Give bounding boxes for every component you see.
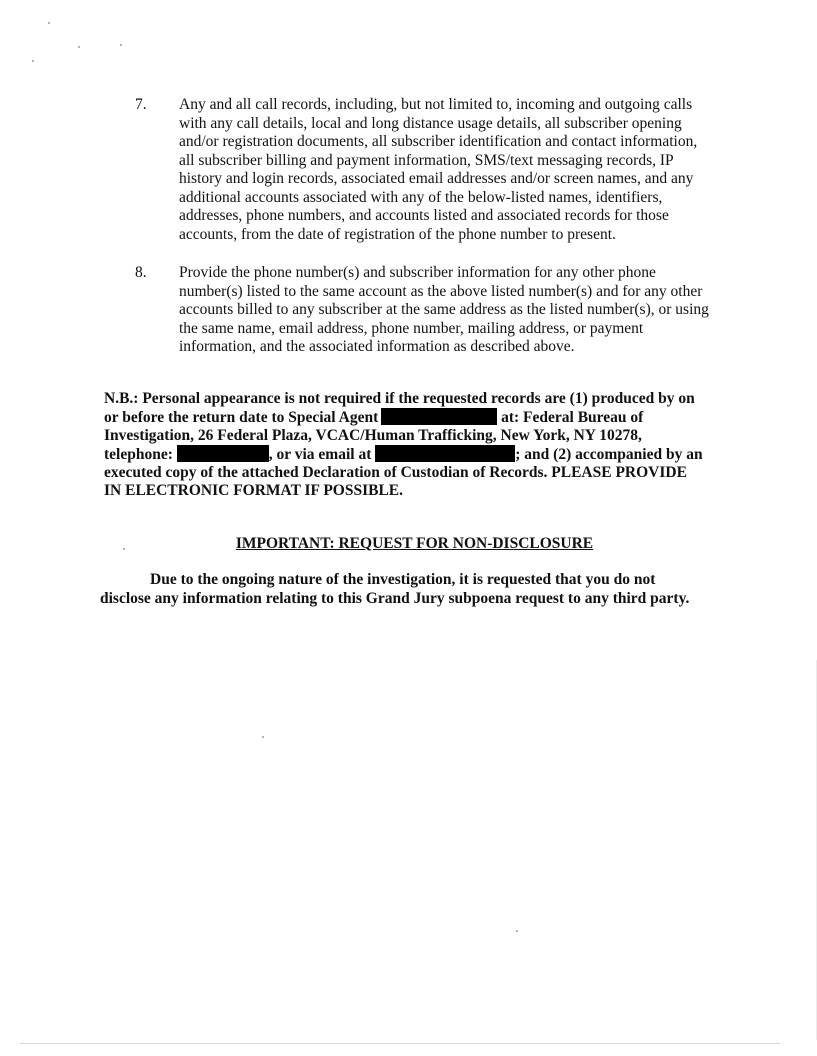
- item-line: additional accounts associated with any of the below-listed names, identifiers,: [179, 188, 663, 206]
- appearance-notice: [104, 390, 729, 500]
- scan-speck: [32, 60, 34, 62]
- item-text: [179, 264, 735, 357]
- scan-speck: [78, 46, 80, 48]
- redaction-agent-name: [381, 408, 497, 425]
- paragraph-line: Due to the ongoing nature of the investigation, it is requested that you do not: [150, 571, 656, 588]
- notice-text: at: Federal Bureau of: [501, 409, 644, 426]
- item-line: Any and all call records, including, but not limited to, incoming and outgoing calls: [179, 96, 693, 113]
- notice-line: IN ELECTRONIC FORMAT IF POSSIBLE.: [104, 482, 404, 499]
- item-line: accounts, from the date of registration of the phone number to present.: [179, 225, 616, 243]
- notice-text: ; and (2) accompanied by an: [515, 446, 703, 463]
- nondisclosure-paragraph: [100, 570, 740, 608]
- scan-bottom-line: [20, 1043, 780, 1044]
- scan-speck: [262, 736, 264, 738]
- redaction-email: [375, 445, 515, 462]
- item-line: with any call details, local and long distance usage details, all subscriber opening: [179, 114, 682, 132]
- notice-text: telephone:: [104, 446, 173, 463]
- notice-line: Investigation, 26 Federal Plaza, VCAC/Human Trafficking, New York, NY 10278,: [104, 427, 642, 444]
- item-line: history and login records, associated email addresses and/or screen names, and any: [179, 170, 694, 187]
- item-line: and/or registration documents, all subscriber identification and contact information,: [179, 133, 698, 150]
- paragraph-line: disclose any information relating to this Grand Jury subpoena request to any third party.: [100, 590, 690, 607]
- item-number: 7.: [135, 96, 147, 113]
- item-line: the same name, email address, phone number, mailing address, or payment: [179, 319, 644, 337]
- heading-text: IMPORTANT: REQUEST FOR NON-DISCLOSURE: [235, 535, 594, 552]
- scan-speck: [516, 930, 518, 932]
- item-line: addresses, phone numbers, and accounts listed and associated records for those: [179, 207, 669, 224]
- redaction-telephone: [177, 445, 269, 462]
- scan-speck: [120, 44, 122, 46]
- notice-text: or before the return date to Special Agent: [104, 409, 379, 426]
- item-line: number(s) listed to the same account as the above listed number(s) and for any other: [179, 282, 703, 300]
- notice-line: N.B.: Personal appearance is not required if the requested records are (1) produced by on: [104, 390, 695, 407]
- notice-line: executed copy of the attached Declaration of Custodian of Records. PLEASE PROVIDE: [104, 464, 687, 481]
- scan-speck: [48, 22, 50, 24]
- notice-line: [104, 445, 729, 464]
- item-number: 8.: [135, 264, 147, 281]
- notice-line: [104, 408, 729, 427]
- nondisclosure-heading: [0, 535, 817, 553]
- notice-text: , or via email at: [268, 446, 372, 463]
- item-line: information, and the associated information as described above.: [179, 338, 575, 355]
- item-line: Provide the phone number(s) and subscriber information for any other phone: [179, 264, 656, 281]
- item-text: [179, 96, 735, 244]
- item-line: all subscriber billing and payment information, SMS/text messaging records, IP: [179, 151, 674, 169]
- item-line: accounts billed to any subscriber at the same address as the listed number(s), or using: [179, 301, 709, 318]
